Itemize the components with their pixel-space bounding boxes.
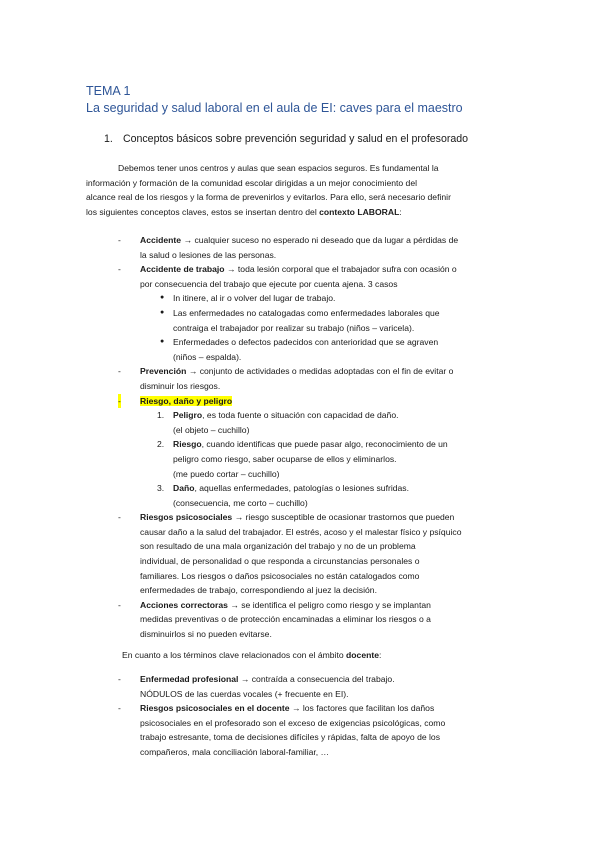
item-number: 3. [157,483,165,494]
section-number: 1. [104,133,113,145]
dash-marker: - [118,703,121,714]
numbered-item-riesgo: 2. Riesgo, cuando identificas que puede pasar algo, reconocimiento de un peligro como riesgo, saber ocuparse de ellos y eliminarlos. (me puedo cortar – cuchillo) [157,439,448,479]
docente-list [0,672,600,760]
dash-marker: - [118,599,121,610]
intro-line: información y formación de la comunidad escolar dirigidas a un mejor conocimiento del [86,177,418,188]
tema-label: TEMA 1 [86,84,131,98]
list-item-accidente: - Accidente → cualquier suceso no esperado ni deseado que da lugar a pérdidas de la salud o lesiones de las personas. [118,235,459,260]
section-heading [104,133,468,145]
intro-line: Debemos tener unos centros y aulas que sean espacios seguros. Es fundamental la [118,163,439,173]
list-item-enfermedad-profesional: - Enfermedad profesional → contraída a consecuencia del trabajo. NÓDULOS de las cuerdas vocales (+ frecuente en EI). [118,674,395,699]
bullet-marker: ● [160,308,165,316]
docente-intro: En cuanto a los términos clave relacionados con el ámbito docente: [122,650,382,660]
list-item-riesgo-dano-peligro [0,394,518,409]
dash-marker: - [118,235,121,245]
sub-item-case: ● Las enfermedades no catalogadas como enfermedades laborales que contraiga el trabajador por realizar su trabajo (niños – varicela). [160,307,440,333]
list-item-riesgos-docente: - Riesgos psicosociales en el docente → los factores que facilitan los daños psicosociales en el profesorado son el exceso de exigencias psicológicas, como trabajo estresante, toma de decisiones difíciles y rápidas, falta de apoyo de los compañeros, mala conciliación laboral-familiar, … [118,703,446,757]
list-item-acciones-correctoras: - Acciones correctoras → se identifica el peligro como riesgo y se implantan medidas preventivas o de protección encaminadas a eliminar los riesgos o a disminuirlos si no pueden evitarse. [118,599,431,640]
term-riesgo-dano-peligro: Riesgo, daño y peligro [140,395,233,406]
intro-paragraph [86,161,518,219]
term-riesgos-psicosociales: Riesgos psicosociales [140,512,233,523]
term-dano: Daño [173,483,195,494]
term-accidente-trabajo: Accidente de trabajo [140,264,225,275]
dash-marker: - [118,366,121,377]
dash-marker: - [118,264,121,275]
term-enfermedad-profesional: Enfermedad profesional [140,674,239,684]
numbered-item-dano: 3. Daño, aquellas enfermedades, patologías o lesiones sufridas. (consecuencia, me corto – cuchillo) [157,483,409,508]
dash-marker: - [118,512,121,523]
term-riesgos-docente: Riesgos psicosociales en el docente [140,703,290,714]
term-riesgo: Riesgo [173,439,202,450]
document-title: La seguridad y salud laboral en el aula de EI: caves para el maestro [86,101,463,115]
intro-line: alcance real de los riesgos y la forma de prevenirlos y evitarlos. Para ello, será necesario definir [86,192,451,203]
concepts-list [0,233,600,642]
numbered-item-peligro: 1. Peligro, es toda fuente o situación con capacidad de daño. (el objeto – cuchillo) [157,410,399,435]
term-docente: docente [346,650,379,660]
bullet-marker: ● [160,338,165,346]
sub-item-case: ● In itinere, al ir o volver del lugar de trabajo. [0,291,518,306]
list-item-prevencion: - Prevención → conjunto de actividades o medidas adoptadas con el fin de evitar o disminuir los riesgos. [118,366,454,391]
item-number: 1. [157,410,165,421]
contexto-laboral-term: contexto LABORAL [319,206,400,217]
list-item-riesgos-psicosociales: - Riesgos psicosociales → riesgo susceptible de ocasionar trastornos que pueden causar daño a la salud del trabajador. El estrés, acoso y el malestar físico y psíquico son resultado de una mala organización del trabajo y no de un problema individual, de personalidad o que responda a circunstancias personales o familiares. Los riesgos o daños psicosociales no están catalogados como enfermedades de trabajo, correspondiendo al juez la decisión. [118,512,462,596]
dash-marker: - [118,674,121,684]
sub-item-case: ● Enfermedades o defectos padecidos con anterioridad que se agraven (niños – espalda). [160,337,439,362]
term-accidente: Accidente [140,235,182,245]
item-number: 2. [157,439,165,450]
term-peligro: Peligro [173,410,203,421]
dash-marker: - [118,394,121,409]
bullet-marker: ● [160,294,165,302]
term-prevencion: Prevención [140,366,187,377]
section-title: Conceptos básicos sobre prevención seguridad y salud en el profesorado [122,133,469,145]
term-acciones-correctoras: Acciones correctoras [140,599,228,610]
list-item-accidente-trabajo: - Accidente de trabajo → toda lesión corporal que el trabajador sufra con ocasión o por consecuencia del trabajo que ejecute por cuenta ajena. 3 casos [118,264,457,289]
intro-line: los siguientes conceptos claves, estos se insertan dentro del contexto LABORAL: [86,206,402,217]
